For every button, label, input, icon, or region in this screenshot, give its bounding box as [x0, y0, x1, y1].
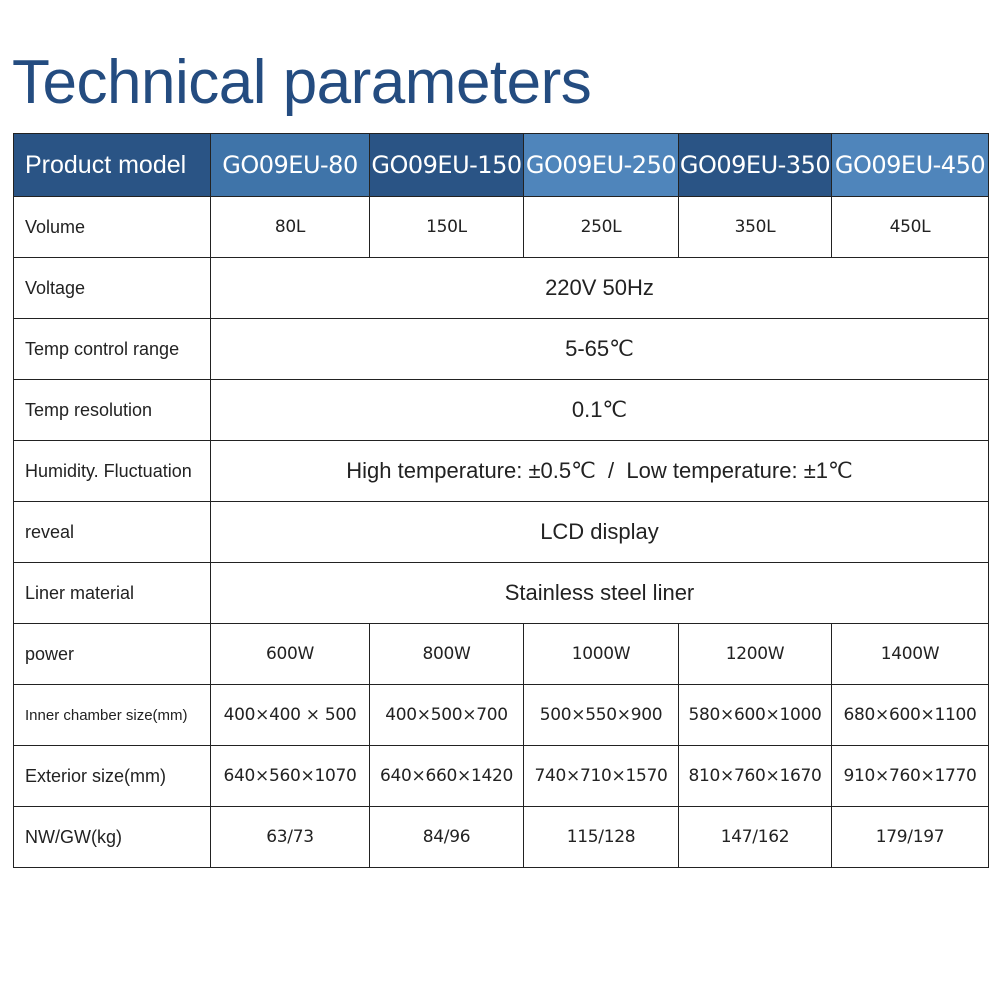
value-cell: 1000W — [524, 624, 679, 685]
value-cell: 810×760×1670 — [679, 746, 832, 807]
value-cell: 1400W — [832, 624, 989, 685]
row-label: Humidity. Fluctuation — [14, 441, 211, 502]
value-cell: 150L — [370, 197, 524, 258]
row-label: power — [14, 624, 211, 685]
value-cell: 250L — [524, 197, 679, 258]
table-row-voltage — [14, 258, 989, 319]
row-label: Temp control range — [14, 319, 211, 380]
table-row-inner-size — [14, 685, 989, 746]
row-label: Voltage — [14, 258, 211, 319]
row-label: Volume — [14, 197, 211, 258]
page-title: Technical parameters — [12, 48, 592, 117]
value-cell: High temperature: ±0.5℃ / Low temperature: ±1℃ — [211, 441, 989, 502]
value-cell: Stainless steel liner — [211, 563, 989, 624]
value-cell: 800W — [370, 624, 524, 685]
row-label: reveal — [14, 502, 211, 563]
table-row-volume — [14, 197, 989, 258]
table-row-temp-range — [14, 319, 989, 380]
value-cell: 740×710×1570 — [524, 746, 679, 807]
row-label: NW/GW(kg) — [14, 807, 211, 868]
value-cell: 500×550×900 — [524, 685, 679, 746]
value-cell: 640×560×1070 — [211, 746, 370, 807]
row-label: Temp resolution — [14, 380, 211, 441]
spec-table — [13, 133, 989, 868]
value-cell: 350L — [679, 197, 832, 258]
value-cell: 147/162 — [679, 807, 832, 868]
value-cell: 179/197 — [832, 807, 989, 868]
value-cell: 600W — [211, 624, 370, 685]
row-label: Inner chamber size(mm) — [14, 685, 211, 746]
value-cell: 640×660×1420 — [370, 746, 524, 807]
model-cell: GO09EU-250 — [524, 134, 679, 197]
value-cell: 63/73 — [211, 807, 370, 868]
value-cell: 220V 50Hz — [211, 258, 989, 319]
model-cell: GO09EU-350 — [679, 134, 832, 197]
value-cell: 910×760×1770 — [832, 746, 989, 807]
row-label: Exterior size(mm) — [14, 746, 211, 807]
table-header-row — [14, 134, 989, 197]
table-row-fluctuation — [14, 441, 989, 502]
model-cell: GO09EU-450 — [832, 134, 989, 197]
model-cell: GO09EU-150 — [370, 134, 524, 197]
value-cell: 84/96 — [370, 807, 524, 868]
value-cell: 80L — [211, 197, 370, 258]
value-cell: LCD display — [211, 502, 989, 563]
table-row-liner — [14, 563, 989, 624]
table-row-weight — [14, 807, 989, 868]
header-label: Product model — [14, 134, 211, 197]
value-cell: 400×400 × 500 — [211, 685, 370, 746]
value-cell: 680×600×1100 — [832, 685, 989, 746]
row-label: Liner material — [14, 563, 211, 624]
value-cell: 115/128 — [524, 807, 679, 868]
value-cell: 450L — [832, 197, 989, 258]
table-row-power — [14, 624, 989, 685]
table-row-reveal — [14, 502, 989, 563]
value-cell: 580×600×1000 — [679, 685, 832, 746]
value-cell: 5-65℃ — [211, 319, 989, 380]
table-row-exterior-size — [14, 746, 989, 807]
value-cell: 0.1℃ — [211, 380, 989, 441]
value-cell: 400×500×700 — [370, 685, 524, 746]
table-row-temp-resolution — [14, 380, 989, 441]
model-cell: GO09EU-80 — [211, 134, 370, 197]
value-cell: 1200W — [679, 624, 832, 685]
